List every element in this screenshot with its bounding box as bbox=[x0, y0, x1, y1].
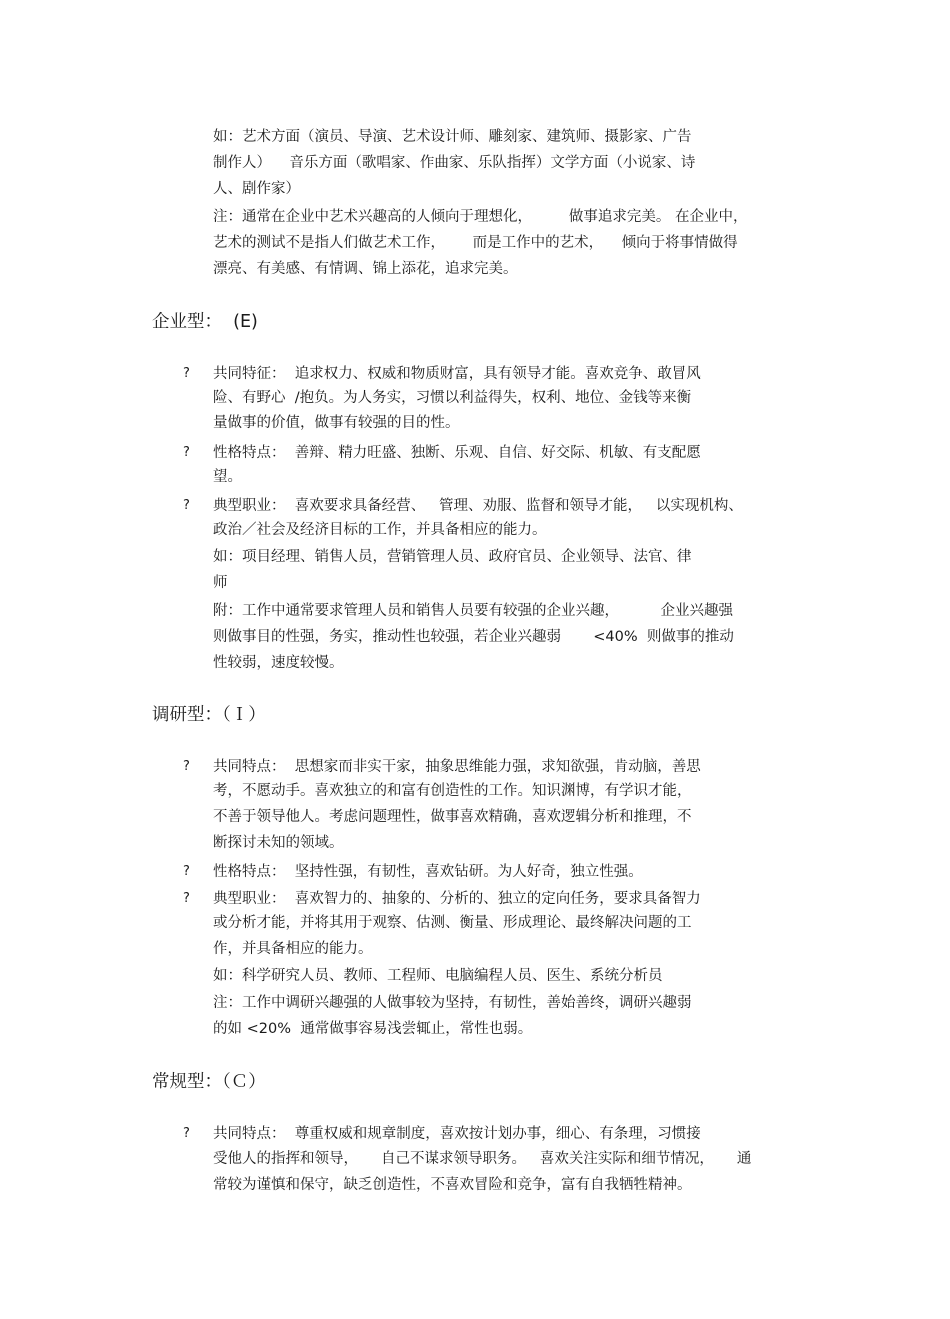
enterprising-appendix-line-2: 则做事目的性强，务实，推动性也较强，若企业兴趣弱 <40% 则做事的推动 bbox=[213, 629, 734, 645]
investigative-personality-line-1: 性格特点： 坚持性强，有韧性，喜欢钻研。为人好奇，独立性强。 bbox=[213, 864, 643, 880]
enterprising-common-line-3: 量做事的价值，做事有较强的目的性。 bbox=[213, 415, 460, 431]
investigative-common-line-4: 断探讨未知的领域。 bbox=[213, 835, 344, 851]
art-note-line-3: 漂亮、有美感、有情调、锦上添花，追求完美。 bbox=[213, 261, 518, 277]
investigative-career-line-1: 典型职业： 喜欢智力的、抽象的、分析的、独立的定向任务，要求具备智力 bbox=[213, 891, 701, 907]
investigative-common-line-3: 不善于领导他人。考虑问题理性，做事喜欢精确，喜欢逻辑分析和推理，不 bbox=[213, 809, 692, 825]
art-example-line-3: 人、剧作家） bbox=[213, 181, 300, 197]
investigative-common-line-2: 考，不愿动手。喜欢独立的和富有创造性的工作。知识渊博，有学识才能， bbox=[213, 783, 692, 799]
investigative-heading: 调研型：（Ｉ） bbox=[152, 705, 266, 725]
enterprising-personality-bullet: ? bbox=[183, 445, 190, 460]
investigative-example-line-1: 如：科学研究人员、教师、工程师、电脑编程人员、医生、系统分析员 bbox=[213, 968, 663, 984]
investigative-common-line-1: 共同特点： 思想家而非实干家，抽象思维能力强，求知欲强，肯动脑，善思 bbox=[213, 759, 701, 775]
enterprising-career-bullet: ? bbox=[183, 498, 190, 513]
enterprising-common-line-1: 共同特征： 追求权力、权威和物质财富，具有领导才能。喜欢竞争、敢冒风 bbox=[213, 366, 701, 382]
enterprising-career-line-1: 典型职业： 喜欢要求具备经营、 管理、劝服、监督和领导才能， 以实现机构、 bbox=[213, 498, 743, 514]
conventional-common-line-2: 受他人的指挥和领导， 自己不谋求领导职务。 喜欢关注实际和细节情况， 通 bbox=[213, 1151, 752, 1167]
investigative-note-line-2: 的如 <20% 通常做事容易浅尝辄止，常性也弱。 bbox=[213, 1021, 533, 1037]
art-note-line-1: 注：通常在企业中艺术兴趣高的人倾向于理想化， 做事追求完美。 在企业中， bbox=[213, 209, 748, 225]
enterprising-appendix-line-1: 附：工作中通常要求管理人员和销售人员要有较强的企业兴趣， 企业兴趣强 bbox=[213, 603, 733, 619]
enterprising-appendix-line-3: 性较弱，速度较慢。 bbox=[213, 655, 344, 671]
conventional-heading: 常规型：（Ｃ） bbox=[152, 1072, 266, 1092]
conventional-common-bullet: ? bbox=[183, 1126, 190, 1141]
enterprising-career-line-2: 政治／社会及经济目标的工作，并具备相应的能力。 bbox=[213, 522, 547, 538]
art-example-line-1: 如：艺术方面（演员、导演、艺术设计师、雕刻家、建筑师、摄影家、广告 bbox=[213, 129, 692, 145]
enterprising-personality-line-2: 望。 bbox=[213, 469, 242, 485]
enterprising-personality-line-1: 性格特点： 善辩、精力旺盛、独断、乐观、自信、好交际、机敏、有支配愿 bbox=[213, 445, 701, 461]
investigative-career-line-3: 作，并具备相应的能力。 bbox=[213, 941, 373, 957]
investigative-personality-bullet: ? bbox=[183, 864, 190, 879]
conventional-common-line-1: 共同特点： 尊重权威和规章制度，喜欢按计划办事，细心、有条理，习惯接 bbox=[213, 1126, 701, 1142]
investigative-common-bullet: ? bbox=[183, 759, 190, 774]
enterprising-heading: 企业型： (E) bbox=[152, 312, 258, 332]
art-example-line-2: 制作人） 音乐方面（歌唱家、作曲家、乐队指挥）文学方面（小说家、诗 bbox=[213, 155, 696, 171]
conventional-common-line-3: 常较为谨慎和保守，缺乏创造性，不喜欢冒险和竞争，富有自我牺牲精神。 bbox=[213, 1177, 692, 1193]
enterprising-example-line-1: 如：项目经理、销售人员，营销管理人员、政府官员、企业领导、法官、律 bbox=[213, 549, 692, 565]
investigative-career-line-2: 或分析才能，并将其用于观察、估测、衡量、形成理论、最终解决问题的工 bbox=[213, 915, 692, 931]
enterprising-example-line-2: 师 bbox=[213, 575, 228, 591]
enterprising-common-line-2: 险、有野心 /抱负。为人务实，习惯以利益得失，权利、地位、金钱等来衡 bbox=[213, 390, 692, 406]
enterprising-common-bullet: ? bbox=[183, 366, 190, 381]
investigative-note-line-1: 注：工作中调研兴趣强的人做事较为坚持，有韧性，善始善终，调研兴趣弱 bbox=[213, 995, 692, 1011]
investigative-career-bullet: ? bbox=[183, 891, 190, 906]
art-note-line-2: 艺术的测试不是指人们做艺术工作， 而是工作中的艺术， 倾向于将事情做得 bbox=[213, 235, 738, 251]
